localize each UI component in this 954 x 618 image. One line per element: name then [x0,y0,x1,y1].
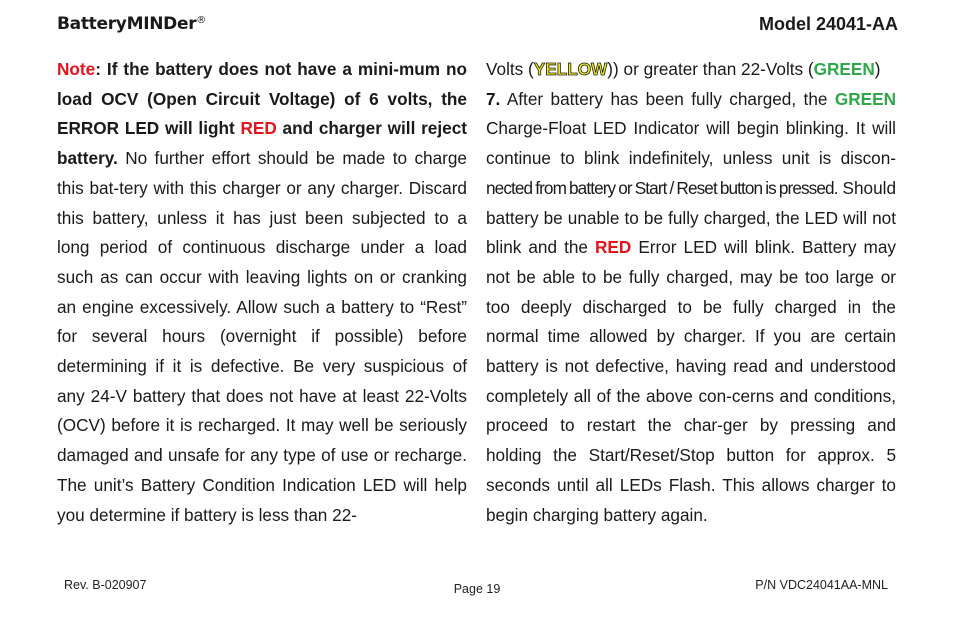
page-number: Page 19 [453,582,501,596]
brand-logo [57,14,206,34]
continuation-text-c: ) [874,59,881,79]
note-paragraph [57,55,467,530]
step-tight-text: nected from battery or Start / Reset button is pressed. [486,177,838,198]
step-number: 7. [486,88,501,109]
part-number: P/N VDC24041AA-MNL [755,578,888,592]
note-label: Note [57,59,96,79]
note-body-text: No further effort should be made to charge this bat-tery with this charger or any charger. Discard this battery, unless it has just been subjected to a long period of continuous discharge under a load such as can occur with leaving lights on or cranking an engine excessively. Allow such a battery to “Rest” for several hours (overnight if possible) before determining if it is defective. Be very suspicious of any 24-V battery that does not have at least 22-Volts (OCV) before it is recharged. It may well be seriously damaged and unsafe for any type of use or recharge. The unit’s Battery Condition Indication LED will help you determine if battery is less than 22- [57,148,467,525]
step-text-a: After battery has been fully charged, the [500,88,835,109]
continuation-text-a: Volts ( [486,59,534,79]
left-column [57,55,467,530]
registered-mark: ® [196,15,206,26]
step-7-paragraph [486,85,896,531]
model-number: Model 24041-AA [758,14,898,34]
note-red-word: RED [240,118,277,139]
continuation-text-b: )) or greater than 22-Volts ( [607,59,814,79]
yellow-word: YELLOW [533,59,608,79]
note-bold-text-2: and charger will reject battery. [57,118,467,169]
step-red-word: RED [595,237,632,258]
step-text-c: Should battery be unable to be fully charged, the LED will not blink and the [486,177,897,258]
continuation-paragraph [486,55,896,85]
right-column [486,55,896,530]
step-text-d: Error LED will blink. Battery may not be able to be fully charged, may be too large or too deeply discharged to be fully charged in the normal time allowed by charger. If you are certain battery is not defective, having read and understood completely all of the above con-cerns and conditions, proceed to restart the char-ger by pressing and holding the Start/Reset/Stop button for approx. 5 seconds until all LEDs Flash. This allows charger to begin charging battery again. [486,237,896,525]
revision-label: Rev. B-020907 [64,578,147,592]
step-text-b: Charge-Float LED Indicator will begin blinking. It will continue to blink indefinitely, unless unit is discon- [486,118,896,169]
brand-name: BatteryMINDer [57,14,197,34]
step-green-word: GREEN [834,88,896,109]
note-bold-text-1: If the battery does not have a mini-mum no load OCV (Open Circuit Voltage) of 6 volts, the ERROR LED will light [57,59,467,139]
green-word: GREEN [813,59,875,79]
note-colon: : [95,59,101,79]
